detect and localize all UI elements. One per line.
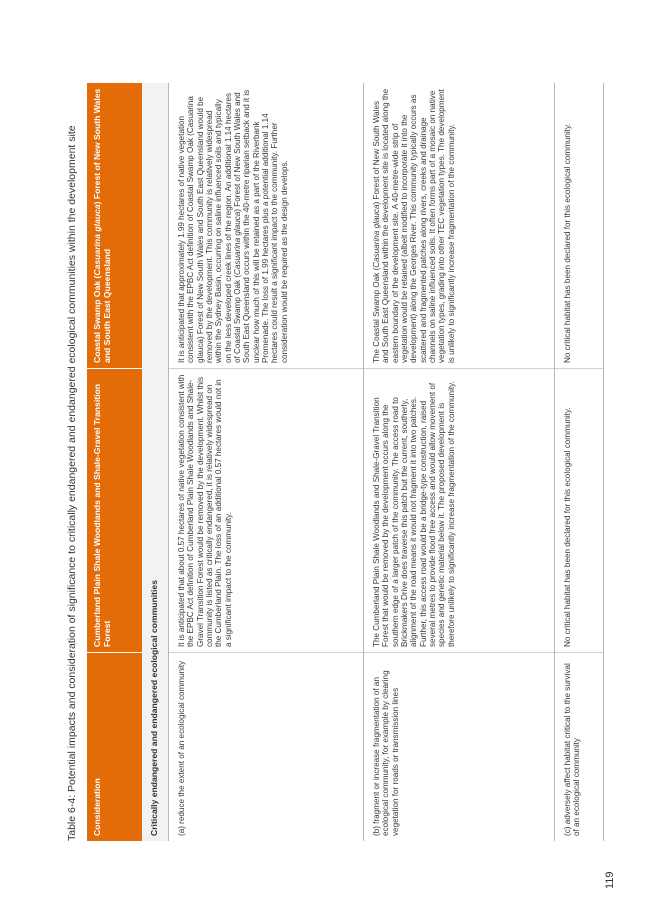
page-number: 119 <box>604 871 616 889</box>
header-consideration: Consideration <box>87 653 142 841</box>
header-coastal-swamp-oak <box>87 83 142 369</box>
row-cumberland-text: It is anticipated that about 0.57 hectares of native vegetation consistent with the EPBC Act definition of Cumberland Plain Shale Woodlands and Shale-Gravel Transition Forest would be removed by the development. Whilst this community is listed as critically endangered, it is relatively widespread on the Cumberland Plain. The loss of an additional 0.57 hectares would not in a significant impact to the community. <box>169 369 363 653</box>
row-coastal-italic: Casuarina glauca <box>233 211 243 275</box>
row-consideration: (c) adversely affect habitat critical to the survival of an ecological community <box>555 653 603 841</box>
row-coastal-text-1: No critical habitat has been declared for this ecological community. <box>563 123 572 363</box>
table-row <box>364 83 555 841</box>
row-cumberland-text: No critical habitat has been declared for this ecological community. <box>555 369 603 653</box>
section-row <box>142 83 169 841</box>
table-caption: Table 6-4: Potential impacts and consideration of significance to critically endangered and endangered ecological communities within the development site <box>66 125 78 841</box>
header-cumberland-plain: Cumberland Plain Shale Woodlands and Shale-Gravel Transition Forest <box>87 369 142 653</box>
row-coastal-text-2: ) Forest of New South Wales and South East Queensland within the development site is located along the eastern boundary of the development site. A 40-metre-wide strip of vegetation would be retained (albeit modified to incorporate it into the development) along the Georges River. This community typically occurs as scattered and fragmented patches along rivers, creeks and drainage channels on saline influenced soils. It often forms part of a mosaic on native vegetation types, grading into other TEC vegetation types. The development is unlikely to significantly increase fragmentation of the community. <box>372 88 456 363</box>
table-row <box>169 83 364 841</box>
header-b-pre: Coastal Swamp Oak ( <box>92 275 102 363</box>
header-b-italic: Casuarina glauca <box>92 204 102 276</box>
row-coastal-text-1: It is anticipated that approximately 1.99 hectares of native vegetation consistent with the EPBC Act definition of Coastal Swamp Oak (Casuarina glauca) Forest of New South Wales and South East Queensland would be removed by the development. This community is relatively widespread within the Sydney Basin, occurring on saline influenced soils and typically on the less developed creek lines of the region. An additional 1.14 hectares of Coastal Swamp Oak ( <box>177 92 243 363</box>
significance-table <box>87 83 604 841</box>
row-coastal-text <box>364 83 554 369</box>
table-header-row <box>87 83 142 841</box>
row-consideration: (b) fragment or increase fragmentation of an ecological community, for example by clearing vegetation for roads or transmission lines <box>364 653 554 841</box>
row-coastal-text <box>169 83 363 369</box>
header-b-post: ) Forest of New South Wales and South East Queensland <box>92 88 112 363</box>
row-coastal-text-2: ) Forest of New South Wales and South East Queensland occurs within the 40-metre riparian setback and it is unclear how much of this will be retained as a part of the Riverbank Promenade. The loss of 1.99 hectares plus a potential additional 1.14 hectares could result a significant impact to the community. Further consideration would be required as the design develops. <box>233 89 289 363</box>
row-cumberland-text: The Cumberland Plain Shale Woodlands and Shale-Gravel Transition Forest that would be removed by the development occurs along the southern edge of a larger patch of the community. The access road to Brickmakers Drive does traverse this patch but the current, southerly, alignment of the road means it would not fragment it into two patches. Further, this access road would be a bridge-type construction, raised several metres to provide flood free access and would allow movement of species and genetic material below it. The proposed development is therefore unlikely to significantly increase fragmentation of the community. <box>364 369 554 653</box>
row-coastal-text <box>555 83 603 369</box>
row-coastal-text-1: The Coastal Swamp Oak ( <box>372 267 381 363</box>
section-title: Critically endangered and endangered ecological communities <box>149 580 159 836</box>
row-consideration: (a) reduce the extent of an ecological community <box>169 653 363 841</box>
table-row <box>555 83 604 841</box>
row-coastal-italic: Casuarina glauca <box>372 204 381 268</box>
